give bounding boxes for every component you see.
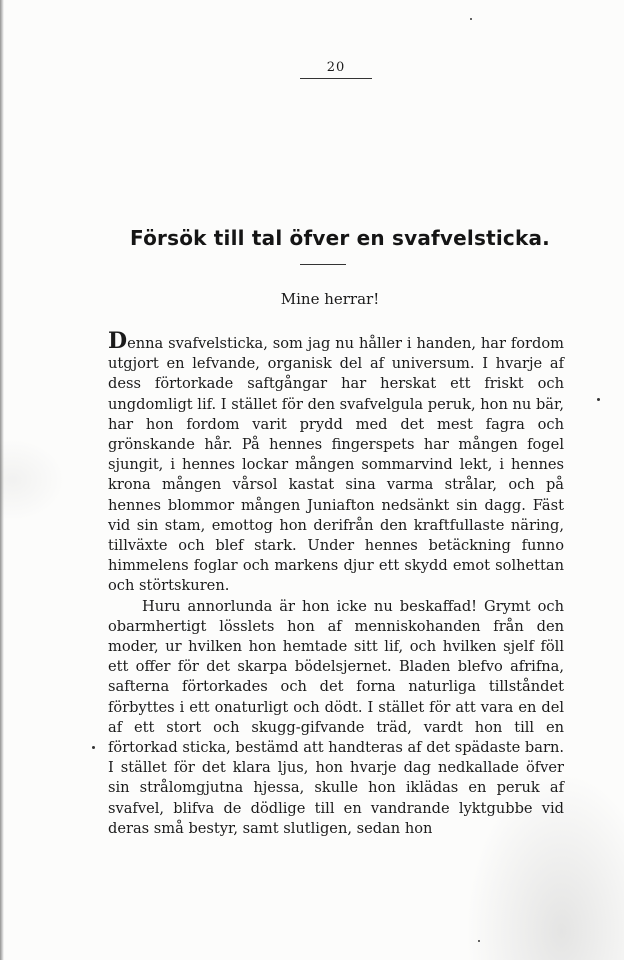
body-text xyxy=(108,328,564,839)
page-number: 20 xyxy=(326,60,346,75)
salutation: Mine herrar! xyxy=(280,290,380,308)
paragraph-1-text: enna svafvelsticka, som jag nu håller i handen, har fordom utgjort en lefvande, organisk del af universum. I hvarje af dess förtorkade saftgångar har herskat ett friskt och ungdomligt lif. I stället för den svafvelgula peruk, hon nu bär, har hon fordom varit prydd med det mest fagra och grönskande hår. På hennes fingerspets har mången fogel sjungit, i hennes lockar mången sommarvind lekt, i hennes krona mången vårsol kastat sina varma strålar, och på hennes blommor mången Juniafton nedsänkt sin dagg. Fäst vid sin stam, emottog hon derifrån den kraftfullaste näring, tillväxte och blef stark. Under hennes betäckning funno himmelens foglar och markens djur ett skydd emot solhettan och störtskuren. xyxy=(108,335,564,595)
paragraph-1 xyxy=(108,328,564,597)
initial-letter: D xyxy=(108,328,128,354)
ink-speck xyxy=(470,18,472,20)
chapter-heading: Försök till tal öfver en svafvelsticka. xyxy=(130,226,550,250)
paragraph-2: Huru annorlunda är hon icke nu beskaffad! Grymt och obarmhertigt lösslets hon af menniskohanden från den moder, ur hvilken hon hemtade sitt lif, och hvilken sjelf föll ett offer för det skarpa bödelsjernet. Bladen blefvo afrifna, safterna förtorkades och det forna naturliga tillståndet förbyttes i ett onaturligt och dödt. I stället för att vara en del af ett stort och skugg-gifvande träd, vardt hon till en förtorkad sticka, bestämd att handteras af det spädaste barn. I stället för det klara ljus, hon hvarje dag nedkallade öfver sin strålomgjutna hjessa, skulle hon iklädas en peruk af svafvel, blifva de dödlige till en vandrande lyktgubbe vid deras små bestyr, samt slutligen, sedan hon xyxy=(108,597,564,837)
ink-speck xyxy=(92,746,95,749)
page-number-rule xyxy=(300,78,372,79)
ink-speck xyxy=(597,398,600,401)
heading-divider xyxy=(300,264,346,265)
ink-speck xyxy=(478,940,480,942)
page-left-edge xyxy=(0,0,4,960)
